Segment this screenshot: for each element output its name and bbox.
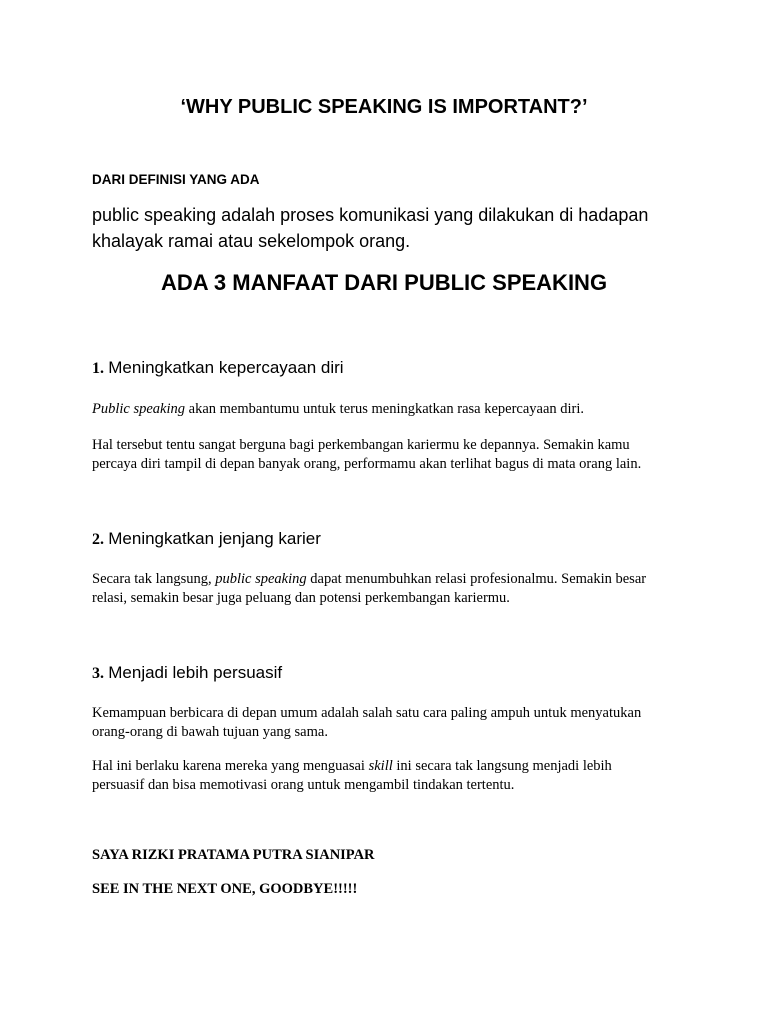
item-3-paragraph-1-line-2: orang-orang di bawah tujuan yang sama. bbox=[92, 724, 328, 740]
item-3-paragraph-2 bbox=[92, 757, 692, 795]
author-signature: SAYA RIZKI PRATAMA PUTRA SIANIPAR bbox=[92, 847, 375, 863]
item-3-heading bbox=[92, 663, 282, 683]
definition-heading: DARI DEFINISI YANG ADA bbox=[92, 172, 260, 187]
definition-line-2: khalayak ramai atau sekelompok orang. bbox=[92, 231, 411, 251]
benefits-heading: ADA 3 MANFAAT DARI PUBLIC SPEAKING bbox=[160, 270, 608, 295]
item-2-paragraph-1-pre: Secara tak langsung, bbox=[92, 571, 216, 587]
item-1-paragraph-1-text: akan membantumu untuk terus meningkatkan rasa kepercayaan diri. bbox=[185, 401, 585, 417]
item-1-number: 1. bbox=[92, 360, 104, 377]
document-title: ‘WHY PUBLIC SPEAKING IS IMPORTANT?’ bbox=[180, 96, 588, 118]
definition-line-1: public speaking adalah proses komunikasi yang dilakukan di hadapan bbox=[92, 205, 649, 225]
item-3-paragraph-1 bbox=[92, 704, 712, 742]
item-2-heading bbox=[92, 529, 321, 549]
item-3-title: Menjadi lebih persuasif bbox=[108, 663, 283, 682]
item-3-paragraph-1-line-1: Kemampuan berbicara di depan umum adalah salah satu cara paling ampuh untuk menyatukan bbox=[92, 705, 642, 721]
item-1-emphasis: Public speaking bbox=[92, 401, 186, 417]
item-3-paragraph-2-pre: Hal ini berlaku karena mereka yang menguasai bbox=[92, 758, 369, 774]
item-3-emphasis: skill bbox=[368, 758, 393, 774]
closing-line: SEE IN THE NEXT ONE, GOODBYE!!!!! bbox=[92, 881, 358, 897]
item-2-paragraph-1-post: dapat menumbuhkan relasi profesionalmu. Semakin besar bbox=[306, 571, 647, 587]
item-2-paragraph-1 bbox=[92, 570, 692, 608]
item-2-paragraph-1-line-2: relasi, semakin besar juga peluang dan potensi perkembangan kariermu. bbox=[92, 590, 510, 606]
item-3-paragraph-2-line-2: persuasif dan bisa memotivasi orang untuk mengambil tindakan tertentu. bbox=[92, 777, 515, 793]
item-1-paragraph-2 bbox=[92, 436, 712, 474]
item-3-paragraph-2-post: ini secara tak langsung menjadi lebih bbox=[392, 758, 612, 774]
item-2-paragraph-1-line-1 bbox=[92, 570, 692, 589]
item-1-heading bbox=[92, 358, 344, 378]
item-1-paragraph-1 bbox=[92, 400, 692, 419]
item-1-title: Meningkatkan kepercayaan diri bbox=[108, 358, 344, 377]
item-3-paragraph-2-line-1 bbox=[92, 757, 692, 776]
item-2-emphasis: public speaking bbox=[215, 571, 307, 587]
item-1-paragraph-2-line-1: Hal tersebut tentu sangat berguna bagi perkembangan kariermu ke depannya. Semakin kamu bbox=[92, 437, 630, 453]
item-3-number: 3. bbox=[92, 665, 104, 682]
item-1-paragraph-2-line-2: percaya diri tampil di depan banyak orang, performamu akan terlihat bagus di mata orang lain. bbox=[92, 456, 642, 472]
item-2-number: 2. bbox=[92, 531, 104, 548]
item-2-title: Meningkatkan jenjang karier bbox=[108, 529, 321, 548]
definition-text bbox=[92, 202, 712, 254]
